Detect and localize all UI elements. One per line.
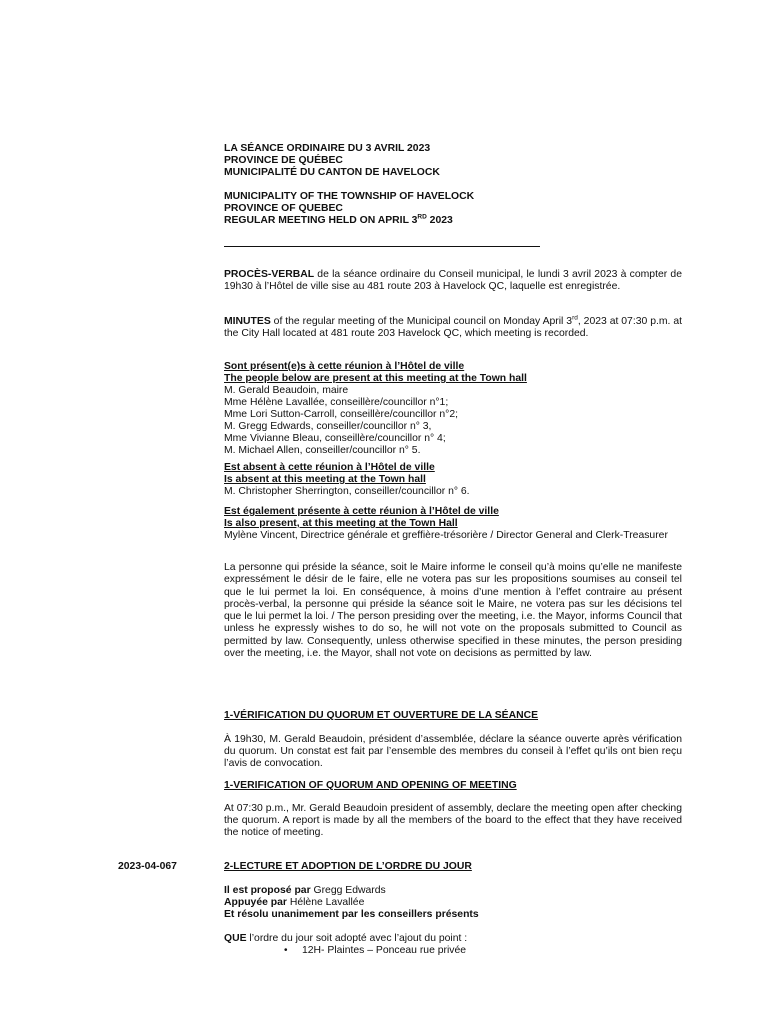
presiding-paragraph: La personne qui préside la séance, soit le Maire informe le conseil qu’à moins qu’elle ne manifeste expressément le désir de le faire, elle ne votera pas sur les propositions soumises au conseil tel que le lui permet la loi. En conséquence, à moins d’une mention à l’effet contraire au présent procès-verbal, la personne qui préside la séance soit le Maire, ne votera pas sur les décisions tel que le lui permet la loi. / The person presiding over the meeting, i.e. the Mayor, informs Council that unless he expressly wishes to do so, he will not vote on the proposals submitted to Council as permitted by law. Consequently, unless otherwise specified in these minutes, the person presiding over the meeting, i.e. the Mayor, shall not vote on decisions as permitted by law. xyxy=(224,562,682,660)
section-1-fr xyxy=(224,710,682,722)
present-section xyxy=(224,361,682,457)
seconded-line xyxy=(224,897,682,909)
pv-text: de la séance ordinaire du Conseil municipal, le lundi 3 avril 2023 à compter de 19h30 à l’Hôtel de ville sise au 481 route 203 à Havelock QC, laquelle est enregistrée. xyxy=(224,269,682,292)
proces-verbal-paragraph xyxy=(224,269,682,293)
present-title-fr: Sont présent(e)s à cette réunion à l’Hôtel de ville xyxy=(224,361,465,372)
proposed-name: Gregg Edwards xyxy=(310,885,386,896)
header-en-line2: PROVINCE OF QUEBEC xyxy=(224,203,343,214)
seconded-label: Appuyée par xyxy=(224,897,287,908)
section-1-fr-title: 1-VÉRIFICATION DU QUORUM ET OUVERTURE DE LA SÉANCE xyxy=(224,710,539,721)
bullet-text: 12H- Plaintes – Ponceau rue privée xyxy=(302,945,467,956)
minutes-text-b: , 2023 at 07:30 p.m. at the City Hall located at 481 route 203 Havelock QC, which meeting is recorded. xyxy=(224,316,682,339)
seconded-name: Hélène Lavallée xyxy=(286,897,365,908)
present-member: M. Gregg Edwards, conseiller/councillor n° 3, xyxy=(224,421,432,432)
pv-lead: PROCÈS-VERBAL xyxy=(224,269,315,280)
header-en-line3-b: 2023 xyxy=(426,215,453,226)
resolution-number: 2023-04-067 xyxy=(118,861,177,872)
absent-member: M. Christopher Sherrington, conseiller/councillor n° 6. xyxy=(224,486,470,497)
present-member: Mme Lori Sutton-Carroll, conseillère/councillor n°2; xyxy=(224,409,458,420)
agenda-bullet-item xyxy=(284,945,467,956)
header-en xyxy=(224,191,682,227)
header-en-line3 xyxy=(224,215,682,227)
present-member: Mme Vivianne Bleau, conseillère/councillor n° 4; xyxy=(224,433,446,444)
minutes-lead: MINUTES xyxy=(224,316,271,327)
header-fr xyxy=(224,143,682,179)
also-member: Mylène Vincent, Directrice générale et greffière-trésorière / Director General and Clerk-Treasurer xyxy=(224,530,668,541)
section-1-fr-text: À 19h30, M. Gerald Beaudoin, président d’assemblée, déclare la séance ouverte après vérification du quorum. Un constat est fait par l’ensemble des membres du conseil à l’effet qu’ils ont bien reçu l’avis de convocation. xyxy=(224,734,682,769)
absent-section xyxy=(224,462,682,498)
proposed-label: Il est proposé par xyxy=(224,885,311,896)
header-en-line1: MUNICIPALITY OF THE TOWNSHIP OF HAVELOCK xyxy=(224,191,475,202)
header-fr-line2: PROVINCE DE QUÉBEC xyxy=(224,155,343,166)
present-member: M. Michael Allen, conseiller/councillor n° 5. xyxy=(224,445,421,456)
header-en-line3-a: REGULAR MEETING HELD ON APRIL 3 xyxy=(224,215,418,226)
section-1-en-text: At 07:30 p.m., Mr. Gerald Beaudoin president of assembly, declare the meeting open after checking the quorum. A report is made by all the members of the board to the effect that they have received the notice of meeting. xyxy=(224,803,682,838)
section-1-en xyxy=(224,780,682,792)
section-2-motion xyxy=(224,885,682,921)
header-fr-line3: MUNICIPALITÉ DU CANTON DE HAVELOCK xyxy=(224,167,440,178)
bullet-dot-icon: • xyxy=(284,945,288,956)
absent-title-en: Is absent at this meeting at the Town hall xyxy=(224,474,426,485)
minutes-sup: rd xyxy=(572,314,578,322)
header-en-line3-sup: RD xyxy=(417,213,427,221)
present-member: M. Gerald Beaudoin, maire xyxy=(224,385,349,396)
also-title-en: Is also present, at this meeting at the Town Hall xyxy=(224,518,458,529)
absent-title-fr: Est absent à cette réunion à l’Hôtel de ville xyxy=(224,462,435,473)
present-member: Mme Hélène Lavallée, conseillère/councillor n°1; xyxy=(224,397,449,408)
also-present-section xyxy=(224,506,682,542)
que-lead: QUE xyxy=(224,933,247,944)
section-1-en-title: 1-VERIFICATION OF QUORUM AND OPENING OF MEETING xyxy=(224,780,517,791)
present-title-en: The people below are present at this meeting at the Town hall xyxy=(224,373,527,384)
header-fr-line1: LA SÉANCE ORDINAIRE DU 3 AVRIL 2023 xyxy=(224,143,431,154)
proposed-line xyxy=(224,885,682,897)
que-text: l’ordre du jour soit adopté avec l’ajout du point : xyxy=(246,933,468,944)
minutes-text-a: of the regular meeting of the Municipal council on Monday April 3 xyxy=(270,316,573,327)
separator-rule xyxy=(224,246,540,247)
section-2 xyxy=(224,861,682,873)
section-2-title: 2-LECTURE ET ADOPTION DE L’ORDRE DU JOUR xyxy=(224,861,472,872)
minutes-paragraph xyxy=(224,316,682,340)
que-line xyxy=(224,933,682,945)
also-title-fr: Est également présente à cette réunion à l’Hôtel de ville xyxy=(224,506,499,517)
resolved-line: Et résolu unanimement par les conseillers présents xyxy=(224,909,479,920)
